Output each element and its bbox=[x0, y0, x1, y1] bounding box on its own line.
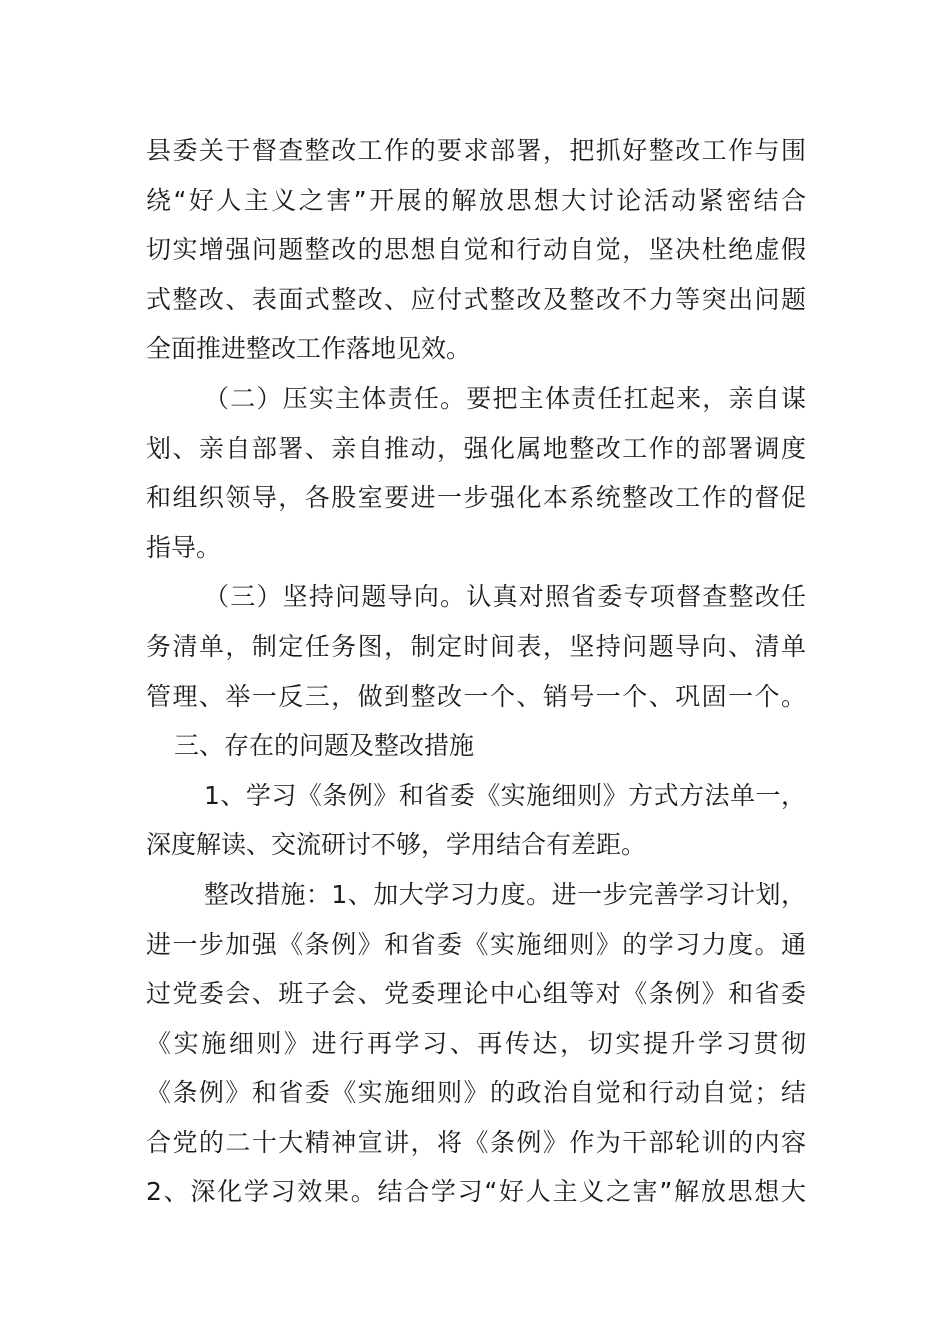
text-line: 县委关于督查整改工作的要求部署，把抓好整改工作与围 bbox=[146, 136, 806, 165]
text-line: 绕“好人主义之害”开展的解放思想大讨论活动紧密结合 bbox=[146, 185, 806, 215]
paragraph-heading-line: （二）压实主体责任。要把主体责任扛起来，亲自谋 bbox=[204, 383, 806, 413]
text-line: 切实增强问题整改的思想自觉和行动自觉，坚决杜绝虚假 bbox=[146, 235, 806, 265]
text-line: 和组织领导，各股室要进一步强化本系统整改工作的督促 bbox=[146, 483, 806, 513]
text-line: 深度解读、交流研讨不够，学用结合有差距。 bbox=[146, 830, 647, 860]
text-line: 全面推进整改工作落地见效。 bbox=[146, 334, 472, 364]
text-line: 务清单，制定任务图，制定时间表，坚持问题导向、清单 bbox=[146, 631, 806, 661]
text-line: 式整改、表面式整改、应付式整改及整改不力等突出问题 bbox=[146, 284, 806, 314]
paragraph-heading-line: （三）坚持问题导向。认真对照省委专项督查整改任 bbox=[204, 582, 806, 612]
measures-line: 整改措施：1、加大学习力度。进一步完善学习计划， bbox=[204, 879, 806, 909]
text-line: 过党委会、班子会、党委理论中心组等对《条例》和省委 bbox=[146, 979, 806, 1009]
problem-item-line: 1、学习《条例》和省委《实施细则》方式方法单一， bbox=[204, 780, 806, 810]
text-line: 2、深化学习效果。结合学习“好人主义之害”解放思想大 bbox=[146, 1177, 806, 1207]
text-line: 进一步加强《条例》和省委《实施细则》的学习力度。通 bbox=[146, 929, 806, 959]
text-line: 指导。 bbox=[146, 532, 222, 562]
text-line: 合党的二十大精神宣讲，将《条例》作为干部轮训的内容 bbox=[146, 1127, 806, 1157]
text-line: 《实施细则》进行再学习、再传达，切实提升学习贯彻 bbox=[146, 1028, 806, 1058]
text-line: 《条例》和省委《实施细则》的政治自觉和行动自觉；结 bbox=[146, 1078, 806, 1108]
text-line: 划、亲自部署、亲自推动，强化属地整改工作的部署调度 bbox=[146, 433, 806, 463]
text-line: 管理、举一反三，做到整改一个、销号一个、巩固一个。 bbox=[146, 681, 806, 711]
document-body bbox=[146, 126, 806, 1217]
section-heading: 三、存在的问题及整改措施 bbox=[174, 731, 475, 761]
